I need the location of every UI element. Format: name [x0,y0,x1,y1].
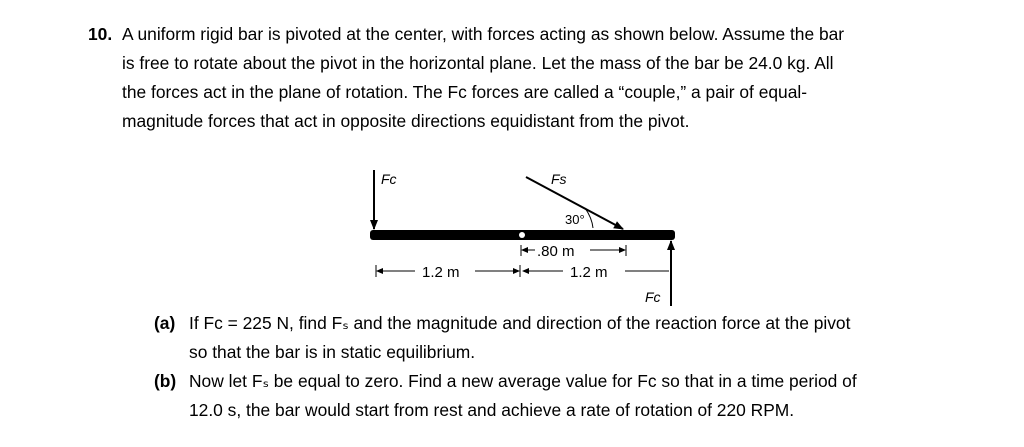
force-diagram [355,160,695,310]
problem-line-2: is free to rotate about the pivot in the horizontal plane. Let the mass of the bar be 24.0 kg. All [122,53,834,73]
part-b-line-2: 12.0 s, the bar would start from rest and achieve a rate of rotation of 220 RPM. [189,400,795,420]
question-parts [154,309,954,425]
fc-top-label: Fc [381,171,397,187]
part-b-label: (b) [154,371,177,391]
dim-fs-label: .80 m [537,243,575,260]
fs-label: Fs [551,171,567,187]
angle-label: 30° [565,212,585,227]
problem-number: 10. [88,24,113,44]
part-a-label: (a) [154,313,176,333]
part-a-line-1 [154,309,954,338]
fc-bottom-label: Fc [645,289,661,305]
problem-line-4: magnitude forces that act in opposite directions equidistant from the pivot. [122,111,690,131]
problem-text-1: A uniform rigid bar is pivoted at the center, with forces acting as shown below. Assume the bar [122,24,845,44]
part-b-text-1: Now let Fₛ be equal to zero. Find a new average value for Fᴄ so that in a time period of [189,371,857,391]
part-a-text-1: If Fᴄ = 225 N, find Fₛ and the magnitude and direction of the reaction force at the pivot [189,313,851,333]
problem-statement [88,20,948,136]
dim-right-label: 1.2 m [570,264,608,281]
problem-line-3: the forces act in the plane of rotation. The Fᴄ forces are called a “couple,” a pair of equal- [122,82,808,102]
pivot-point [519,232,525,238]
part-b-line-1 [154,367,954,396]
dim-left-label: 1.2 m [422,264,460,281]
problem-line-1 [88,20,948,49]
part-a-line-2: so that the bar is in static equilibrium. [189,342,476,362]
